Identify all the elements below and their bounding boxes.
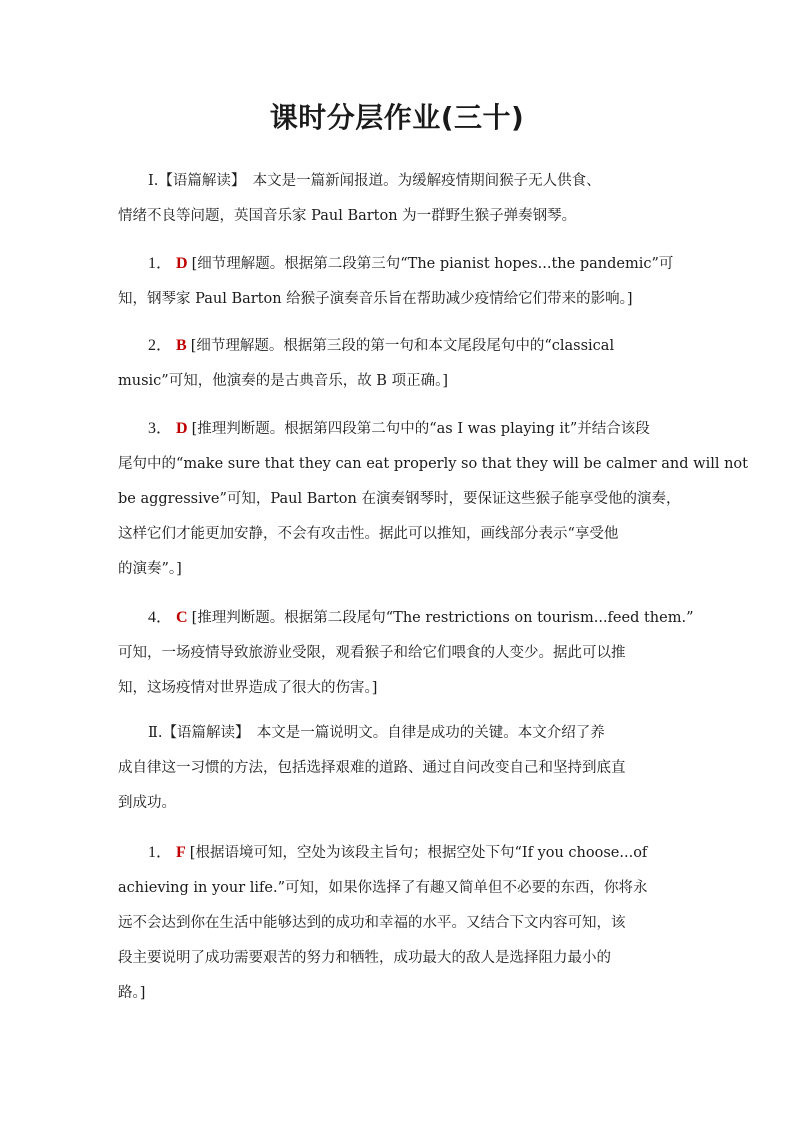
explanation-line: 尾句中的“make sure that they can eat properly so that they will be calmer and will not bbox=[118, 456, 748, 472]
section1-question-3 bbox=[118, 411, 748, 587]
explanation-line: [细节理解题。根据第二段第三句“The pianist hopes...the pandemic”可 bbox=[191, 256, 674, 272]
explanation-line: 知，钢琴家 Paul Barton 给猴子演奏音乐旨在帮助减少疫情给它们带来的影响。] bbox=[118, 291, 633, 307]
explanation-line: 知，这场疫情对世界造成了很大的伤害。] bbox=[118, 680, 378, 696]
section1-intro bbox=[118, 164, 676, 234]
answer-letter: B bbox=[176, 337, 187, 354]
explanation-line: 路。] bbox=[118, 985, 146, 1001]
explanation-line: [推理判断题。根据第四段第二句中的“as I was playing it”并结合该段 bbox=[191, 421, 650, 437]
question-number: 1． bbox=[148, 255, 173, 272]
section1-intro-line: 情绪不良等问题，英国音乐家 Paul Barton 为一群野生猴子弹奏钢琴。 bbox=[118, 208, 577, 224]
explanation-line: be aggressive”可知，Paul Barton 在演奏钢琴时，要保证这些猴子能享受他的演奏， bbox=[118, 491, 681, 507]
section1-question-1 bbox=[118, 246, 676, 317]
page-title: 课时分层作业(三十) bbox=[269, 101, 525, 134]
answer-letter: F bbox=[176, 844, 186, 861]
explanation-line: 可知，一场疫情导致旅游业受限，观看猴子和给它们喂食的人变少。据此可以推 bbox=[118, 645, 626, 661]
answer-letter: D bbox=[176, 255, 188, 272]
question-number: 1． bbox=[148, 844, 173, 861]
answer-letter: C bbox=[176, 609, 188, 626]
explanation-line: 这样它们才能更加安静，不会有攻击性。据此可以推知，画线部分表示“享受他 bbox=[118, 526, 619, 542]
answer-letter: D bbox=[176, 420, 188, 437]
question-number: 2． bbox=[148, 337, 173, 354]
explanation-line: music”可知，他演奏的是古典音乐，故 B 项正确。] bbox=[118, 373, 448, 389]
explanation-line: [细节理解题。根据第三段的第一句和本文尾段尾句中的“classical bbox=[190, 338, 615, 354]
section2-intro bbox=[118, 716, 676, 821]
section1-intro-line: Ⅰ.【语篇解读】 本文是一篇新闻报道。为缓解疫情期间猴子无人供食、 bbox=[148, 173, 601, 189]
section2-intro-line: 成自律这一习惯的方法，包括选择艰难的道路、通过自问改变自己和坚持到底直 bbox=[118, 760, 626, 776]
question-number: 4． bbox=[148, 609, 173, 626]
section1-question-4 bbox=[118, 600, 694, 706]
section2-intro-line: 到成功。 bbox=[118, 795, 176, 811]
explanation-line: 远不会达到你在生活中能够达到的成功和幸福的水平。又结合下文内容可知，该 bbox=[118, 915, 626, 931]
section2-intro-line: Ⅱ.【语篇解读】 本文是一篇说明文。自律是成功的关键。本文介绍了养 bbox=[148, 725, 605, 741]
explanation-line: [推理判断题。根据第二段尾句“The restrictions on tourism...feed them.” bbox=[191, 610, 694, 626]
explanation-line: achieving in your life.”可知，如果你选择了有趣又简单但不必要的东西，你将永 bbox=[118, 880, 648, 896]
section2-question-1 bbox=[118, 835, 676, 1011]
explanation-line: 的演奏”。] bbox=[118, 561, 182, 577]
explanation-line: [根据语境可知，空处为该段主旨句；根据空处下句“If you choose...of bbox=[189, 845, 648, 861]
question-number: 3． bbox=[148, 420, 173, 437]
explanation-line: 段主要说明了成功需要艰苦的努力和牺牲，成功最大的敌人是选择阻力最小的 bbox=[118, 950, 611, 966]
section1-question-2 bbox=[118, 328, 676, 399]
